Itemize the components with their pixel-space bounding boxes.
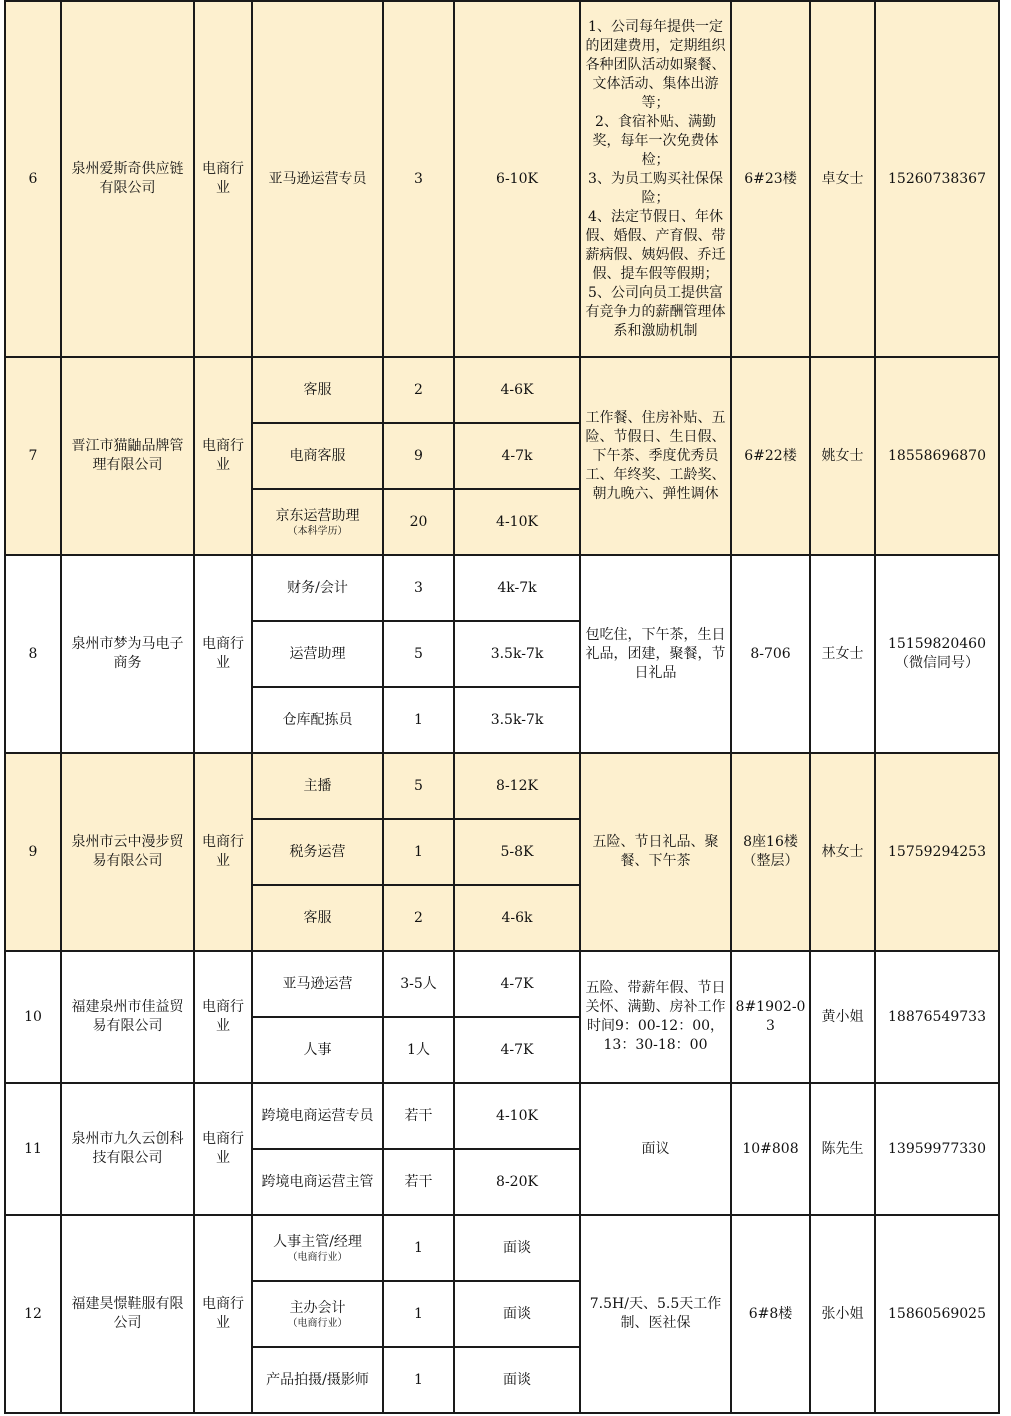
address: 8座16楼（整层）: [731, 753, 810, 951]
salary: 面谈: [454, 1281, 580, 1347]
row-number: 6: [5, 1, 61, 357]
contact-person: 卓女士: [810, 1, 875, 357]
contact-person: 林女士: [810, 753, 875, 951]
job-title-cell: [252, 1215, 383, 1281]
job-title-note: （电商行业）: [287, 1317, 348, 1329]
benefits: 7.5H/天、5.5天工作制、医社保: [580, 1215, 731, 1413]
job-title-cell: [252, 621, 383, 687]
phone-number: 15759294253: [875, 753, 999, 951]
contact-person: 张小姐: [810, 1215, 875, 1413]
headcount: 1: [383, 1281, 454, 1347]
job-title-cell: [252, 1017, 383, 1083]
job-title: 运营助理: [289, 645, 346, 662]
headcount: 1: [383, 687, 454, 753]
row-number: 7: [5, 357, 61, 555]
benefits: 面议: [580, 1083, 731, 1215]
contact-person: 王女士: [810, 555, 875, 753]
table-row: [5, 357, 999, 423]
headcount: 1: [383, 1347, 454, 1413]
benefits: 1、公司每年提供一定的团建费用，定期组织各种团队活动如聚餐、文体活动、集体出游等； 2、食宿补贴、满勤奖，每年一次免费体检； 3、为员工购买社保保险； 4、法定节假日、年休假、婚假、产育假、带薪病假、姨妈假、乔迁假、提车假等假期； 5、公司向员工提供富有竞争力的薪酬管理体系和激励机制: [580, 1, 731, 357]
job-title-cell: [252, 753, 383, 819]
industry: 电商行业: [194, 357, 252, 555]
salary: 8-20K: [454, 1149, 580, 1215]
row-number: 12: [5, 1215, 61, 1413]
row-number: 10: [5, 951, 61, 1083]
company-name: 泉州市云中漫步贸易有限公司: [61, 753, 194, 951]
headcount: 2: [383, 357, 454, 423]
salary: 4-7K: [454, 1017, 580, 1083]
benefits: 包吃住，下午茶，生日礼品，团建，聚餐，节日礼品: [580, 555, 731, 753]
job-title-cell: [252, 489, 383, 555]
job-title: 跨境电商运营专员: [261, 1107, 374, 1124]
phone-number: 15260738367: [875, 1, 999, 357]
job-title-cell: [252, 1, 383, 357]
benefits: 五险、节日礼品、聚餐、下午茶: [580, 753, 731, 951]
contact-person: 姚女士: [810, 357, 875, 555]
contact-person: 陈先生: [810, 1083, 875, 1215]
headcount: 若干: [383, 1083, 454, 1149]
salary: 4-7K: [454, 951, 580, 1017]
headcount: 1人: [383, 1017, 454, 1083]
job-title-cell: [252, 687, 383, 753]
salary: 4-10K: [454, 1083, 580, 1149]
company-name: 泉州市九久云创科技有限公司: [61, 1083, 194, 1215]
salary: 4-7k: [454, 423, 580, 489]
job-title: 产品拍摄/摄影师: [266, 1371, 369, 1388]
job-title-note: （本科学历）: [287, 525, 348, 537]
company-name: 晋江市猫鼬品牌管理有限公司: [61, 357, 194, 555]
job-title: 电商客服: [289, 447, 346, 464]
job-title-cell: [252, 357, 383, 423]
company-name: 泉州爱斯奇供应链有限公司: [61, 1, 194, 357]
job-title: 亚马逊运营: [282, 975, 353, 992]
job-title: 主播: [303, 777, 332, 794]
headcount: 3: [383, 555, 454, 621]
job-title: 财务/会计: [287, 579, 348, 596]
job-title-note: （电商行业）: [287, 1251, 348, 1263]
address: 6#23楼: [731, 1, 810, 357]
job-title-cell: [252, 1347, 383, 1413]
company-name: 福建泉州市佳益贸易有限公司: [61, 951, 194, 1083]
job-title: 主办会计: [289, 1299, 346, 1316]
job-title: 人事主管/经理: [273, 1233, 362, 1250]
salary: 3.5k-7k: [454, 687, 580, 753]
job-title-cell: [252, 423, 383, 489]
salary: 4k-7k: [454, 555, 580, 621]
job-title-cell: [252, 819, 383, 885]
headcount: 5: [383, 621, 454, 687]
headcount: 9: [383, 423, 454, 489]
headcount: 1: [383, 1215, 454, 1281]
job-title-cell: [252, 1149, 383, 1215]
job-title: 亚马逊运营专员: [268, 170, 367, 187]
headcount: 2: [383, 885, 454, 951]
industry: 电商行业: [194, 1215, 252, 1413]
address: 8-706: [731, 555, 810, 753]
headcount: 20: [383, 489, 454, 555]
table-row: [5, 753, 999, 819]
salary: 5-8K: [454, 819, 580, 885]
job-listings-table: [4, 0, 1000, 1414]
salary: 面谈: [454, 1347, 580, 1413]
salary: 3.5k-7k: [454, 621, 580, 687]
headcount: 若干: [383, 1149, 454, 1215]
job-title: 人事: [303, 1041, 332, 1058]
phone-number: 15159820460（微信同号）: [875, 555, 999, 753]
headcount: 3-5人: [383, 951, 454, 1017]
headcount: 1: [383, 819, 454, 885]
job-title: 京东运营助理: [275, 507, 360, 524]
row-number: 11: [5, 1083, 61, 1215]
headcount: 3: [383, 1, 454, 357]
phone-number: 15860569025: [875, 1215, 999, 1413]
address: 8#1902-03: [731, 951, 810, 1083]
industry: 电商行业: [194, 555, 252, 753]
table-row: [5, 1, 999, 357]
table-row: [5, 555, 999, 621]
industry: 电商行业: [194, 1, 252, 357]
industry: 电商行业: [194, 951, 252, 1083]
job-title-cell: [252, 1083, 383, 1149]
headcount: 5: [383, 753, 454, 819]
company-name: 福建昊憬鞋服有限公司: [61, 1215, 194, 1413]
phone-number: 18876549733: [875, 951, 999, 1083]
row-number: 9: [5, 753, 61, 951]
table-row: [5, 951, 999, 1017]
job-title: 仓库配拣员: [282, 711, 353, 728]
job-title-cell: [252, 951, 383, 1017]
job-title: 跨境电商运营主管: [261, 1173, 374, 1190]
row-number: 8: [5, 555, 61, 753]
job-title-cell: [252, 885, 383, 951]
benefits: 工作餐、住房补贴、五险、节假日、生日假、下午茶、季度优秀员工、年终奖、工龄奖、朝九晚六、弹性调休: [580, 357, 731, 555]
job-title: 客服: [303, 909, 332, 926]
salary: 4-10K: [454, 489, 580, 555]
job-title: 税务运营: [289, 843, 346, 860]
industry: 电商行业: [194, 1083, 252, 1215]
salary: 4-6K: [454, 357, 580, 423]
salary: 面谈: [454, 1215, 580, 1281]
address: 6#22楼: [731, 357, 810, 555]
job-title: 客服: [303, 381, 332, 398]
company-name: 泉州市梦为马电子商务: [61, 555, 194, 753]
table-row: [5, 1215, 999, 1281]
table-row: [5, 1083, 999, 1149]
address: 6#8楼: [731, 1215, 810, 1413]
job-title-cell: [252, 1281, 383, 1347]
phone-number: 18558696870: [875, 357, 999, 555]
benefits: 五险、带薪年假、节日关怀、满勤、房补工作时间9：00-12：00，13：30-18：00: [580, 951, 731, 1083]
contact-person: 黄小姐: [810, 951, 875, 1083]
phone-number: 13959977330: [875, 1083, 999, 1215]
salary: 4-6k: [454, 885, 580, 951]
address: 10#808: [731, 1083, 810, 1215]
salary: 6-10K: [454, 1, 580, 357]
industry: 电商行业: [194, 753, 252, 951]
job-title-cell: [252, 555, 383, 621]
salary: 8-12K: [454, 753, 580, 819]
